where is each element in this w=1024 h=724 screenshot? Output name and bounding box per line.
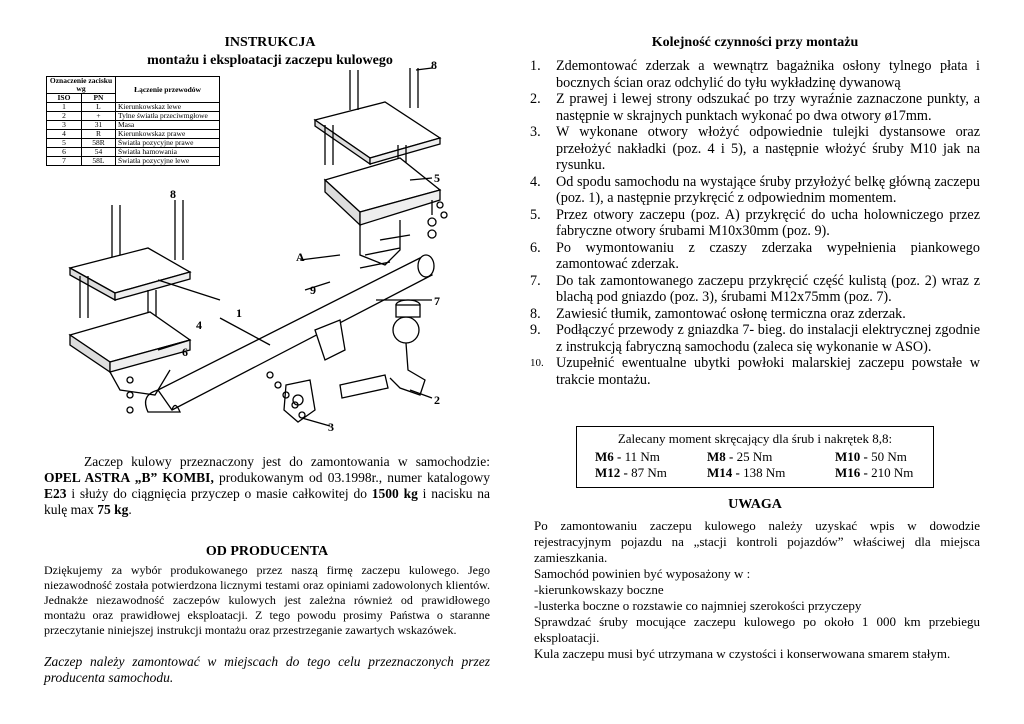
torque-item: M16 - 210 Nm: [835, 465, 914, 480]
uwaga-p1: Po zamontowaniu zaczepu kulowego należy uzyskać wpis w dowodzie rejestracyjnym pojazdu na „stacji kontroli pojazdów” właściwej dla miejsca zamieszkania.: [534, 518, 980, 565]
cell-desc: Tylne światła przeciwmgłowe: [116, 112, 220, 121]
list-item: [530, 355, 980, 388]
cell-pn: 54: [81, 148, 115, 157]
label-A: A: [296, 250, 305, 264]
label-6: 6: [182, 345, 188, 359]
label-3: 3: [328, 420, 334, 434]
ball-load: 75 kg: [97, 502, 129, 517]
label-8-right: 8: [431, 58, 437, 72]
list-item: [530, 207, 980, 240]
vehicle-text-1: Zaczep kulowy przeznaczony jest do zamontowania w samochodzie:: [84, 454, 490, 469]
torque-item: M14 - 138 Nm: [707, 465, 786, 480]
label-9: 9: [310, 283, 316, 297]
cell-pn: R: [81, 130, 115, 139]
list-item: [530, 306, 980, 323]
producer-italic: Zaczep należy zamontować w miejscach do tego celu przeznaczonych przez producenta samochodu.: [44, 654, 490, 685]
cell-desc: Światła pozycyjne lewe: [116, 157, 220, 166]
step-text: Z prawej i lewej strony odszukać po trzy wyraźnie zaznaczone punkty, a następnie w skrajnych punktach wykonać po dwa otwory ø17mm.: [556, 91, 980, 124]
cell-pn: +: [81, 112, 115, 121]
torque-title: Zalecany moment skręcający dla śrub i nakrętek 8,8:: [617, 431, 893, 446]
table-header-conn: Łączenie przewodów: [116, 77, 220, 103]
list-item: [530, 174, 980, 207]
cell-desc: Kierunkowskaz lewe: [116, 103, 220, 112]
cell-desc: Światła pozycyjne prawe: [116, 139, 220, 148]
uwaga-p4: -lusterka boczne o rozstawie co najmniej szerokości przyczepy: [534, 598, 862, 613]
step-number: 5.: [530, 206, 541, 223]
cell-desc: Kierunkowskaz prawe: [116, 130, 220, 139]
catalog-number: E23: [44, 486, 67, 501]
step-number: 8.: [530, 305, 541, 322]
cell-pn: 58R: [81, 139, 115, 148]
cell-iso: 3: [47, 121, 82, 130]
step-text: Od spodu samochodu na wystające śruby przyłożyć belkę główną zaczepu (poz. 1), a następnie przykręcić z odpowiednim momentem.: [556, 173, 980, 206]
step-number: 3.: [530, 124, 541, 140]
vehicle-paragraph: [44, 454, 490, 518]
step-text: W wykonane otwory włożyć odpowiednie tulejki dystansowe oraz przełożyć nakładki (poz. 4 i 5), a następnie włożyć śruby M10 jak na rysunku.: [556, 124, 980, 173]
list-item: [530, 58, 980, 91]
table-header-mark: Oznaczenie zacisku wg: [47, 77, 116, 94]
cell-iso: 4: [47, 130, 82, 139]
doc-title-line1: INSTRUKCJA: [224, 35, 316, 50]
label-8-left: 8: [170, 187, 176, 201]
cell-pn: 31: [81, 121, 115, 130]
uwaga-p2: Samochód powinien być wyposażony w :: [534, 566, 751, 581]
step-number: 9.: [530, 322, 541, 338]
label-2: 2: [434, 393, 440, 407]
trailer-mass: 1500 kg: [371, 486, 418, 501]
cell-iso: 5: [47, 139, 82, 148]
step-text: Podłączyć przewody z gniazdka 7- bieg. do instalacji elektrycznej zgodnie z instrukcją fabryczną samochodu (zaleca się wykonanie w ASO).: [556, 322, 980, 355]
step-number: 7.: [530, 272, 541, 289]
uwaga-p5: Sprawdzać śruby mocujące zaczepu kulowego po około 1 000 km przebiegu eksploatacji.: [534, 614, 980, 645]
doc-title-line2: montażu i eksploatacji zaczepu kulowego: [147, 53, 393, 68]
step-text: Po wymontowaniu z czaszy zderzaka wypełnienia piankowego zamontować zderzak.: [556, 239, 980, 272]
step-text: Uzupełnić ewentualne ubytki powłoki malarskiej zaczepu powstałe w trakcie montażu.: [556, 355, 980, 388]
table-sub-iso: ISO: [47, 94, 82, 103]
cell-iso: 1: [47, 103, 82, 112]
cell-iso: 2: [47, 112, 82, 121]
towbar-diagram: [40, 50, 460, 440]
right-bracket-top: [315, 68, 440, 265]
vehicle-text-4: i nacisku na kulę max: [44, 486, 491, 517]
uwaga-p6: Kula zaczepu musi być utrzymana w czystości i konserwowana smarem stałym.: [534, 646, 951, 661]
torque-item: M6 - 11 Nm: [595, 449, 660, 464]
torque-box: [576, 426, 934, 488]
vehicle-text-2: produkowanym od 03.1998r., numer katalogowy: [213, 470, 490, 485]
cell-desc: Światła hamowania: [116, 148, 220, 157]
vehicle-text-3: i służy do ciągnięcia przyczep o masie całkowitej do: [66, 486, 372, 501]
table-sub-pn: PN: [81, 94, 115, 103]
list-item: [530, 91, 980, 124]
torque-item: M10 - 50 Nm: [835, 449, 907, 464]
step-number: 1.: [530, 58, 541, 74]
uwaga-p3: -kierunkowskazy boczne: [534, 582, 664, 597]
uwaga-title: UWAGA: [728, 497, 782, 512]
list-item: [530, 322, 980, 355]
step-text: Przez otwory zaczepu (poz. A) przykręcić do ucha holowniczego przez fabryczne otwory śrubami M10x30mm (poz. 9).: [556, 206, 980, 239]
label-7: 7: [434, 294, 440, 308]
steps-list: [530, 58, 980, 388]
step-text: Do tak zamontowanego zaczepu przykręcić część kulistą (poz. 2) wraz z blachą pod gniazdo (poz. 3), śrubami M12x75mm (poz. 7).: [556, 272, 980, 305]
list-item: [530, 124, 980, 174]
step-number: 6.: [530, 239, 541, 256]
cell-pn: 58L: [81, 157, 115, 166]
left-bracket: [70, 200, 190, 395]
step-number: 4.: [530, 173, 541, 190]
vehicle-text-5: .: [128, 502, 132, 517]
step-text: Zawiesić tłumik, zamontować osłonę termiczna oraz zderzak.: [556, 305, 906, 322]
vehicle-model: OPEL ASTRA „B” KOMBI,: [44, 470, 214, 485]
cell-desc: Masa: [116, 121, 220, 130]
list-item: [530, 273, 980, 306]
producer-title: OD PRODUCENTA: [205, 544, 329, 559]
label-5: 5: [434, 171, 440, 185]
cell-pn: L: [81, 103, 115, 112]
label-4: 4: [196, 318, 202, 332]
cell-iso: 6: [47, 148, 82, 157]
steps-title: Kolejność czynności przy montażu: [651, 35, 859, 50]
step-text: Zdemontować zderzak a wewnątrz bagażnika osłony tylnego płata i bocznych ścian oraz odchylić do tyłu wykładzinę dywanową: [556, 58, 980, 91]
label-1: 1: [236, 306, 242, 320]
list-item: [530, 240, 980, 273]
producer-text: Dziękujemy za wybór produkowanego przez naszą firmę zaczepu kulowego. Jego niezawodność została potwierdzona licznymi testami oraz opiniami zadowolonych klientów. Jednakże niezawodność zaczepów kulowych jest zależna również od prawidłowego montażu oraz prawidłowej eksploatacji. Z tego powodu prosimy Państwa o staranne przeczytanie niniejszej instrukcji montażu oraz przestrzeganie zawartych wskazówek.: [44, 563, 490, 637]
torque-item: M12 - 87 Nm: [595, 465, 667, 480]
cell-iso: 7: [47, 157, 82, 166]
uwaga-text: [534, 518, 980, 662]
torque-item: M8 - 25 Nm: [707, 449, 773, 464]
step-number: 10.: [530, 357, 544, 369]
step-number: 2.: [530, 91, 541, 107]
